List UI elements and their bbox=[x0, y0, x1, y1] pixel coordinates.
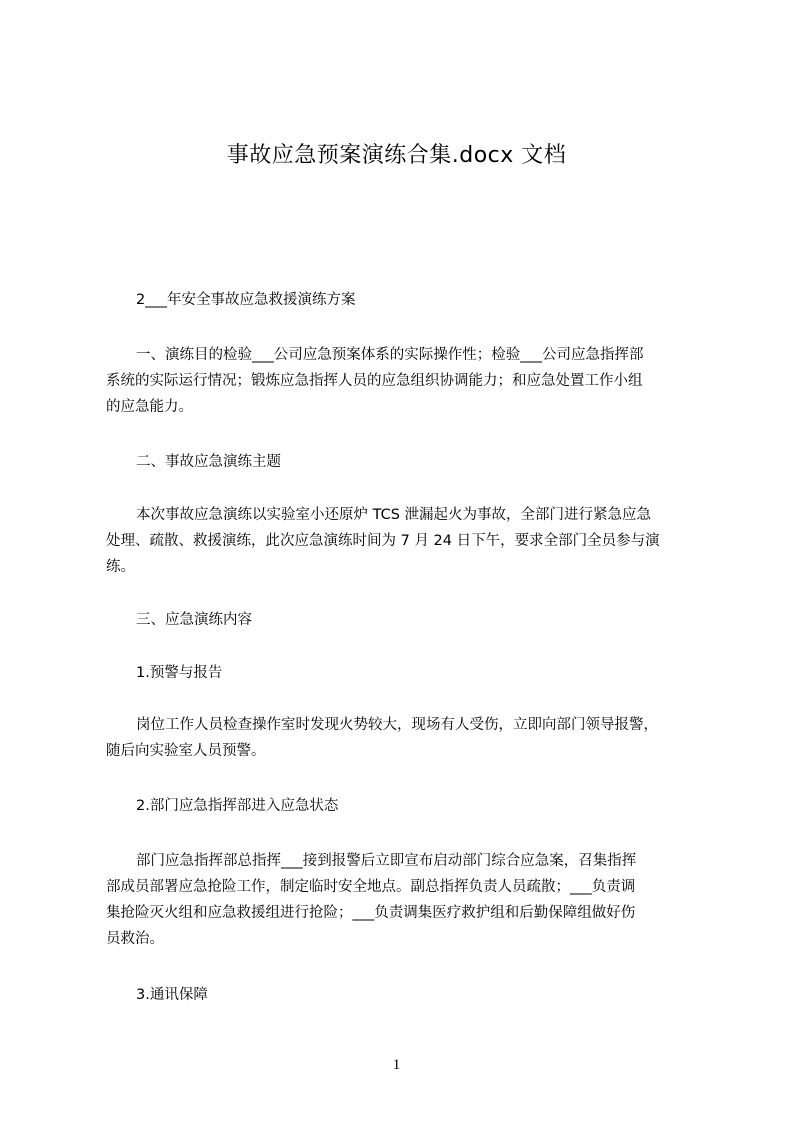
page-number: 1 bbox=[392, 1057, 401, 1073]
sub2-heading-paragraph bbox=[106, 793, 698, 819]
section-heading: 三、应急演练内容 bbox=[136, 612, 252, 628]
section3-heading-paragraph bbox=[106, 607, 698, 633]
paragraph-line: 随后向实验室人员预警。 bbox=[106, 743, 266, 759]
subsection-heading: 2.部门应急指挥部进入应急状态 bbox=[136, 798, 339, 814]
paragraph-line: 集抢险灭火组和应急救援组进行抢险；___负责调集医疗救护组和后勤保障组做好伤 bbox=[106, 905, 636, 921]
sub3-heading-paragraph bbox=[106, 982, 698, 1008]
section2-heading-paragraph bbox=[106, 449, 698, 475]
paragraph-line: 部成员部署应急抢险工作，制定临时安全地点。副总指挥负责人员疏散；___负责调 bbox=[106, 879, 636, 895]
subsection-heading: 3.通讯保障 bbox=[136, 987, 208, 1003]
sub2-paragraph bbox=[106, 848, 698, 952]
section1-paragraph bbox=[106, 342, 698, 420]
subsection-heading: 1.预警与报告 bbox=[136, 665, 223, 681]
document-title: 事故应急预案演练合集.docx 文档 bbox=[226, 143, 567, 168]
main-heading-paragraph bbox=[106, 287, 698, 313]
paragraph-line: 员救治。 bbox=[106, 931, 164, 947]
sub1-heading-paragraph bbox=[106, 660, 698, 686]
paragraph-line: 一、演练目的检验___公司应急预案体系的实际操作性；检验___公司应急指挥部 bbox=[136, 347, 644, 363]
paragraph-line: 岗位工作人员检查操作室时发现火势较大，现场有人受伤，立即向部门领导报警， bbox=[136, 717, 658, 733]
paragraph-line: 处理、疏散、救援演练，此次应急演练时间为 7 月 24 日下午，要求全部门全员参与演 bbox=[106, 533, 660, 549]
paragraph-line: 本次事故应急演练以实验室小还原炉 TCS 泄漏起火为事故，全部门进行紧急应急 bbox=[136, 507, 652, 523]
main-heading: 2___年安全事故应急救援演练方案 bbox=[136, 292, 356, 308]
section-heading: 二、事故应急演练主题 bbox=[136, 454, 281, 470]
sub1-paragraph bbox=[106, 712, 698, 764]
paragraph-line: 系统的实际运行情况；锻炼应急指挥人员的应急组织协调能力；和应急处置工作小组 bbox=[106, 373, 643, 389]
paragraph-line: 的应急能力。 bbox=[106, 399, 193, 415]
paragraph-line: 部门应急指挥部总指挥___接到报警后立即宣布启动部门综合应急案，召集指挥 bbox=[136, 853, 637, 869]
paragraph-line: 练。 bbox=[106, 559, 135, 575]
section2-paragraph bbox=[106, 502, 698, 580]
